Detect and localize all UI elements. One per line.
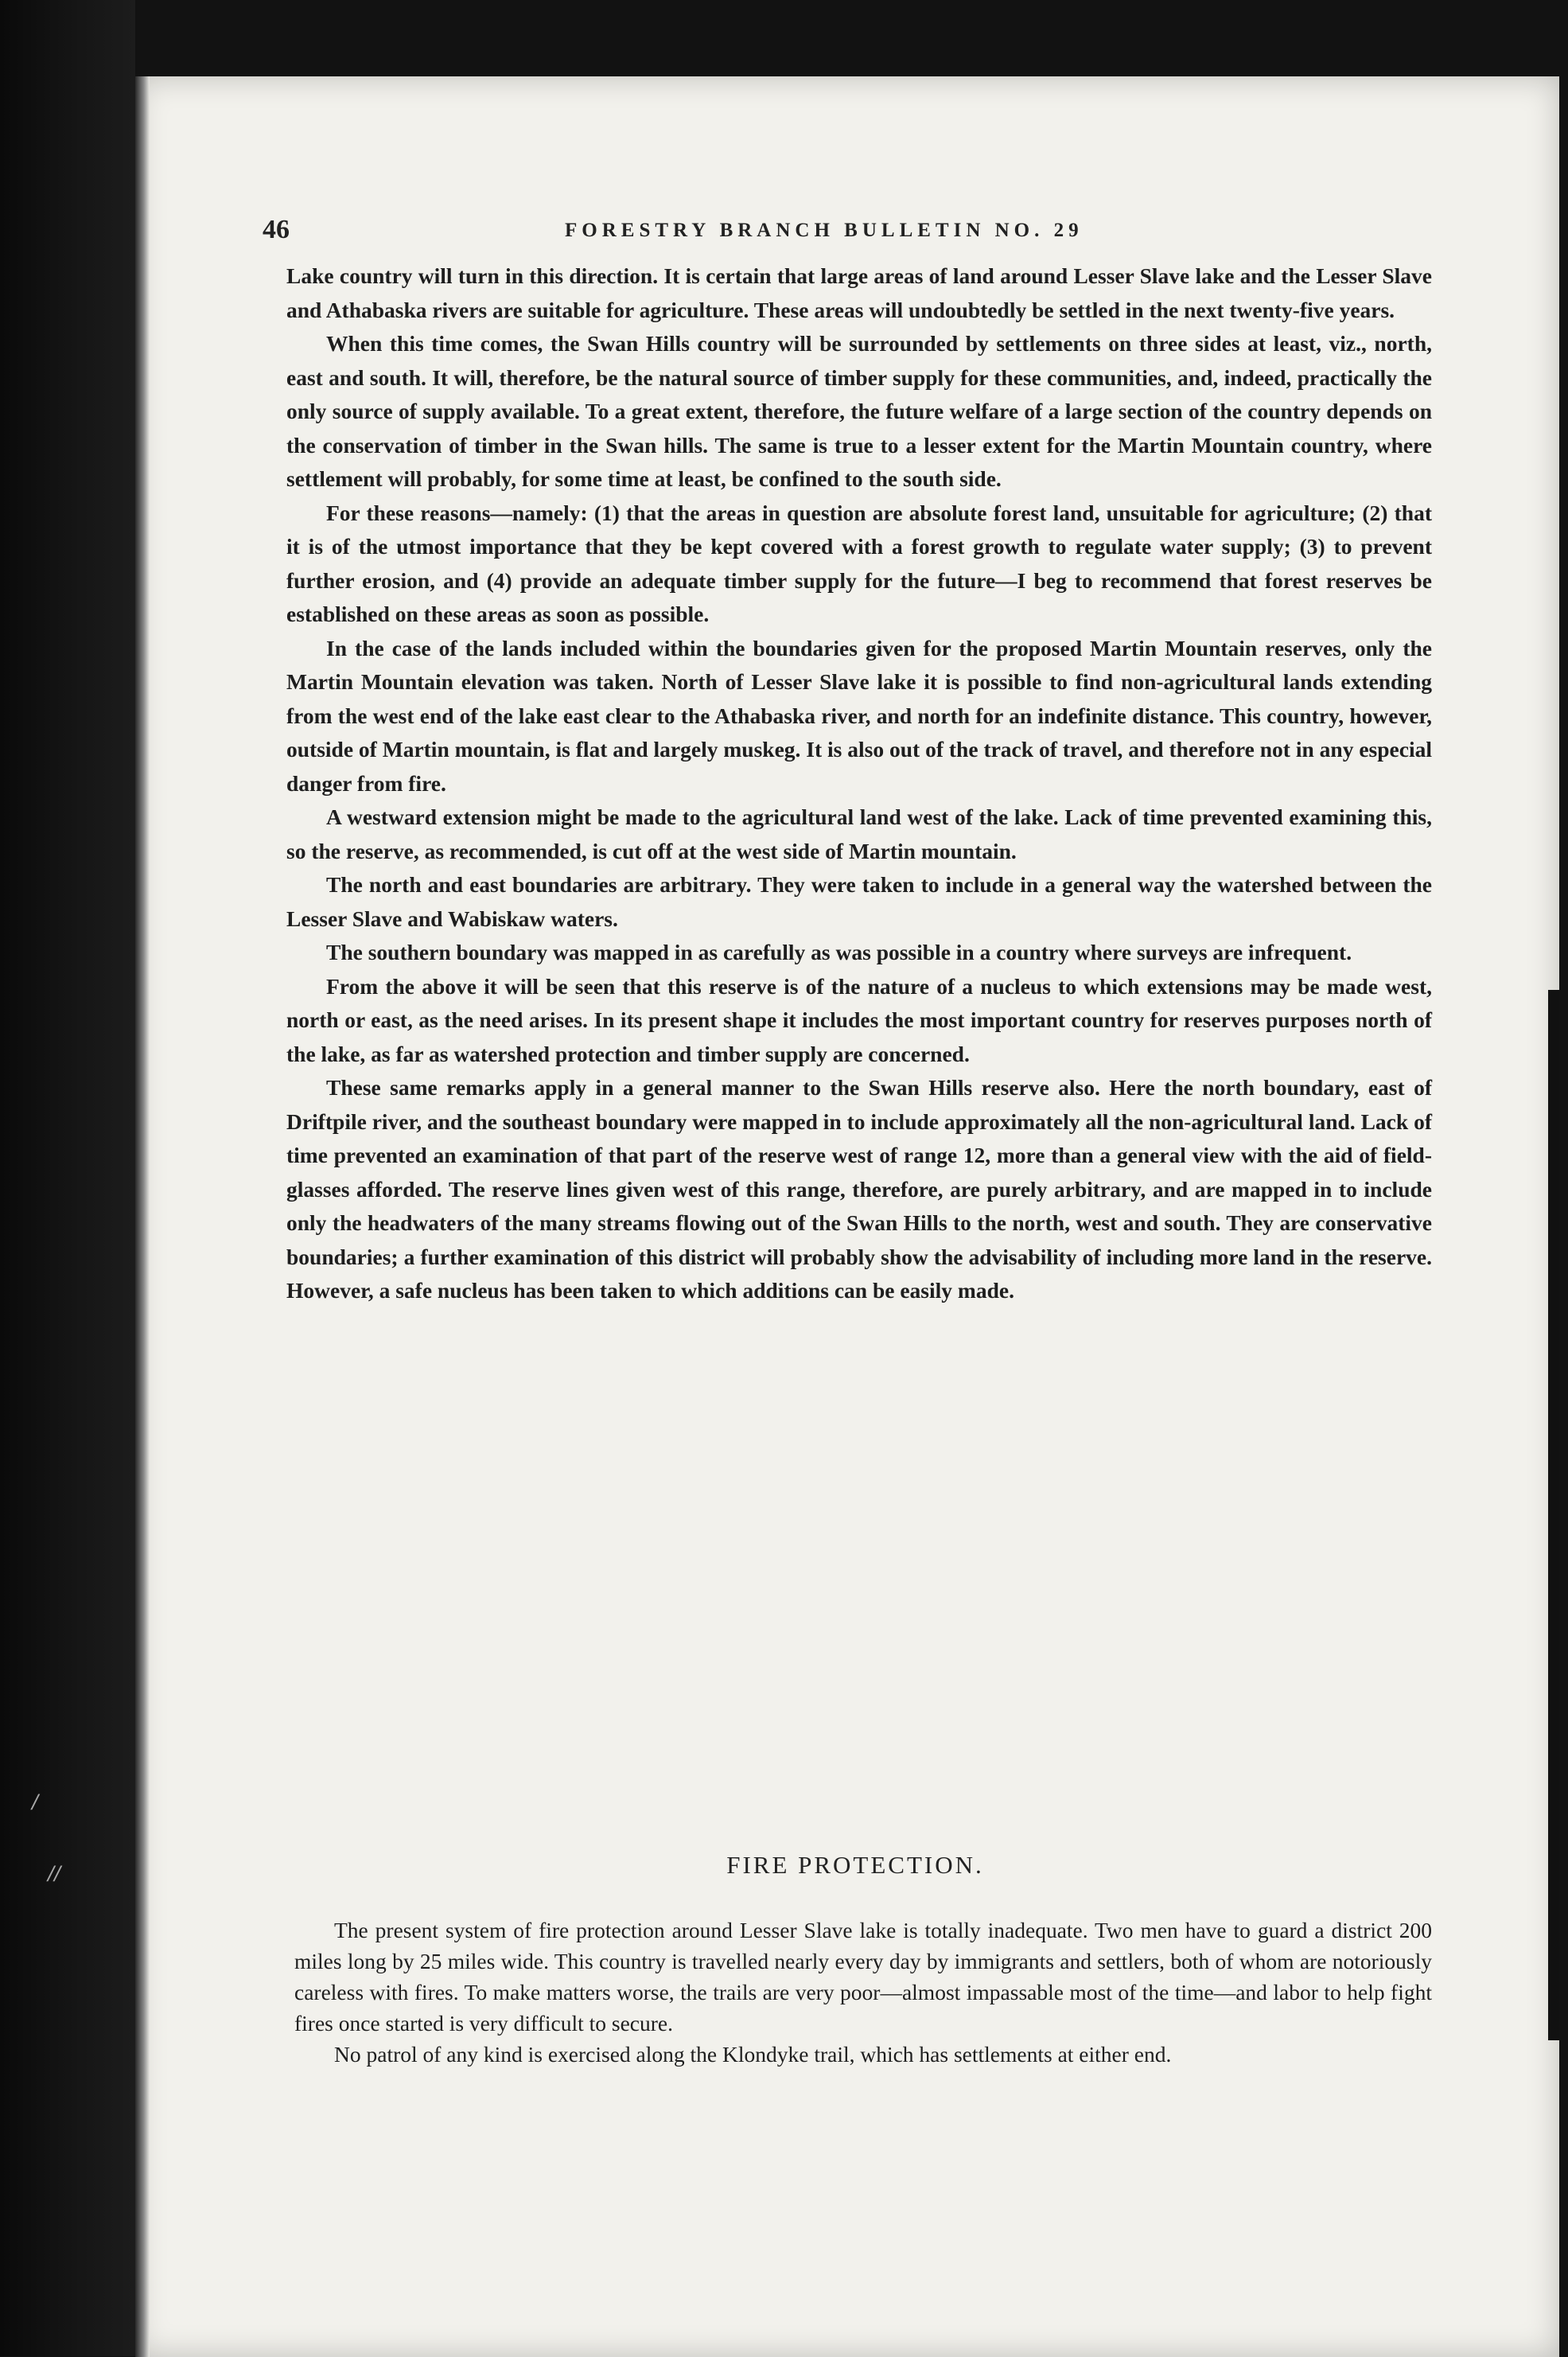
paragraph: From the above it will be seen that this reserve is of the nature of a nucleus to which extensions may be made west, north or east, as the need arises. In its present shape it includes the most important country for reserves purposes north of the lake, as far as watershed protection and timber supply are concerned. <box>286 973 1432 1066</box>
paragraph: These same remarks apply in a general manner to the Swan Hills reserve also. Here the north boundary, east of Driftpile river, and the southeast boundary were mapped in to include approximately all the non-agricultural land. Lack of time prevented an examination of that part of the reserve west of range 12, more than a general view with the aid of field-glasses afforded. The reserve lines given west of this range, therefore, are purely arbitrary, and are mapped in to include only the headwaters of the many streams flowing out of the Swan Hills to the north, west and south. They are conservative boundaries; a further examination of this district will probably show the advisability of including more land in the reserve. However, a safe nucleus has been taken to which additions can be easily made. <box>286 1075 1432 1303</box>
paragraph: The present system of fire protection around Lesser Slave lake is totally inadequate. Two men have to guard a district 200 miles long by 25 miles wide. This country is travelled nearly every day by immigrants and settlers, both of whom are notoriously careless with fires. To make matters worse, the trails are very poor—almost impassable most of the time—and labor to help fight fires once started is very difficult to secure. <box>294 1918 1432 2036</box>
margin-mark: // <box>48 1862 61 1884</box>
paragraph: A westward extension might be made to the agricultural land west of the lake. Lack of time prevented examining this, so the reserve, as recommended, is cut off at the west side of Martin mountain. <box>286 804 1432 863</box>
paragraph: Lake country will turn in this direction. It is certain that large areas of land around Lesser Slave lake and the Lesser Slave and Athabaska rivers are suitable for agriculture. These areas will undoubtedly be settled in the next twenty-five years. <box>286 263 1432 322</box>
margin-mark: / <box>32 1790 39 1813</box>
section-heading: FIRE PROTECTION. <box>726 1851 984 1879</box>
fire-protection-text <box>294 1915 1432 2070</box>
paragraph: For these reasons—namely: (1) that the areas in question are absolute forest land, unsuitable for agriculture; (2) that it is of the utmost importance that they be kept covered with a forest growth to regulate water supply; (3) to prevent further erosion, and (4) provide an adequate timber supply for the future—I beg to recommend that forest reserves be established on these areas as soon as possible. <box>286 500 1432 626</box>
paragraph: The southern boundary was mapped in as carefully as was possible in a country where surveys are infrequent. <box>326 940 1352 964</box>
scanner-background <box>0 0 135 2356</box>
page-number: 46 <box>263 215 290 244</box>
page-header <box>263 215 1543 250</box>
book-page <box>135 76 1559 2357</box>
paragraph: In the case of the lands included within the boundaries given for the proposed Martin Mountain reserves, only the Martin Mountain elevation was taken. North of Lesser Slave lake it is possible to find non-agricultural lands extending from the west end of the lake east clear to the Athabaska river, and north for an indefinite distance. This country, however, outside of Martin mountain, is flat and largely muskeg. It is also out of the track of travel, and therefore not in any especial danger from fire. <box>286 635 1432 796</box>
paragraph: The north and east boundaries are arbitrary. They were taken to include in a general way the watershed between the Lesser Slave and Wabiskaw waters. <box>286 872 1432 931</box>
page-edge-line <box>1548 990 1559 2040</box>
paragraph: When this time comes, the Swan Hills country will be surrounded by settlements on three sides at least, viz., north, east and south. It will, therefore, be the natural source of timber supply for these communities, and, indeed, practically the only source of supply available. To a great extent, therefore, the future welfare of a large section of the country depends on the conservation of timber in the Swan hills. The same is true to a lesser extent for the Martin Mountain country, where settlement will probably, for some time at least, be confined to the south side. <box>286 331 1432 491</box>
page-edge-shadow <box>135 76 150 2357</box>
running-head: FORESTRY BRANCH BULLETIN NO. 29 <box>565 220 1084 241</box>
main-body-text <box>286 259 1432 1308</box>
paragraph: No patrol of any kind is exercised along the Klondyke trail, which has settlements at either end. <box>334 2042 1172 2067</box>
